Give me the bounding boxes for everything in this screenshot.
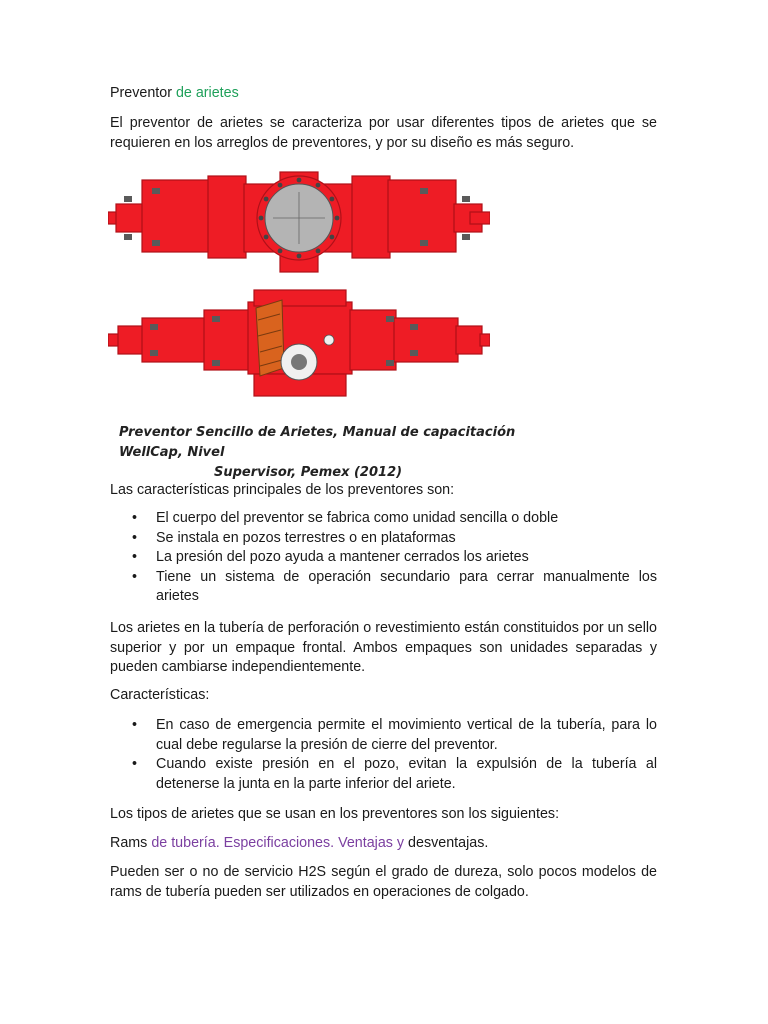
- bullet-icon: •: [132, 717, 138, 733]
- features-intro: Las características principales de los preventores son:: [110, 482, 455, 498]
- bullet-icon: •: [132, 756, 138, 773]
- bonnet-flange-right: [352, 176, 390, 258]
- bolt-head: [152, 188, 160, 194]
- ram-preventer-diagram: [108, 168, 490, 404]
- h2s-paragraph: Pueden ser o no de servicio H2S según el grado de dureza, solo pocos modelos de rams de tubería pueden ser utilizados en operaciones de colgado.: [110, 864, 657, 900]
- ram-packer: [256, 300, 284, 376]
- bolt-head: [462, 196, 470, 202]
- bullet-icon: •: [132, 529, 138, 546]
- bonnet-cap: [116, 204, 144, 232]
- bolt-head: [212, 360, 220, 366]
- list-item: • Cuando existe presión en el pozo, evitan la expulsión de la tubería al detenerse la junta en la parte inferior del ariete.: [132, 756, 657, 792]
- list-item: • En caso de emergencia permite el movimiento vertical de la tubería, para lo cual debe regularse la presión de cierre del preventor.: [132, 717, 657, 753]
- rams-line: [110, 834, 657, 854]
- bore-center: [291, 354, 307, 370]
- piston-rod-right: [480, 334, 490, 346]
- bonnet-flange: [204, 310, 250, 370]
- rams-link[interactable]: de tubería. Especificaciones. Ventajas y: [151, 835, 405, 851]
- list-item: • La presión del pozo ayuda a mantener cerrados los arietes: [110, 548, 657, 568]
- bolt-head: [410, 350, 418, 356]
- flange-bolt: [316, 183, 321, 188]
- features-list: [110, 509, 657, 607]
- flange-bolt: [297, 254, 302, 259]
- bolt-head: [150, 324, 158, 330]
- heading-text: Preventor: [110, 85, 172, 101]
- list-item: • Tiene un sistema de operación secundario para cerrar manualmente los arietes: [132, 568, 657, 605]
- bolt-head: [420, 240, 428, 246]
- bullet-icon: •: [132, 510, 138, 526]
- bullet-icon: •: [132, 568, 138, 585]
- bolt-head: [462, 234, 470, 240]
- caracteristicas-label: Características:: [110, 687, 210, 703]
- bolt-head: [124, 196, 132, 202]
- bolt-head: [152, 240, 160, 246]
- flange-bolt: [330, 197, 335, 202]
- caption-line-2: Supervisor, Pemex (2012): [214, 465, 403, 480]
- flange-bolt: [330, 235, 335, 240]
- flange-bolt: [259, 216, 264, 221]
- tipos-paragraph: Los tipos de arietes que se usan en los preventores son los siguientes:: [110, 806, 560, 822]
- bolt-head: [150, 350, 158, 356]
- outlet-port: [324, 335, 334, 345]
- caption-line-1: Preventor Sencillo de Arietes, Manual de capacitación WellCap, Nivel: [119, 425, 516, 460]
- bolt-head: [386, 360, 394, 366]
- operator-cylinder-right: [394, 318, 458, 362]
- bolt-head: [386, 316, 394, 322]
- bonnet-cap: [118, 326, 144, 354]
- section-heading: [110, 84, 657, 104]
- top-flange: [254, 290, 346, 306]
- bullet-icon: •: [132, 549, 138, 566]
- list-item: • Se instala en pozos terrestres o en plataformas: [110, 529, 657, 549]
- caracteristicas-list: [110, 716, 657, 794]
- intro-paragraph: El preventor de arietes se caracteriza por usar diferentes tipos de arietes que se requieren en los arreglos de preventores, y por su diseño es más seguro.: [110, 115, 657, 151]
- flange-bolt: [264, 197, 269, 202]
- bonnet-cap-right: [456, 326, 482, 354]
- piston-rod-right: [470, 212, 490, 224]
- rams-end: desventajas.: [408, 835, 489, 851]
- figure-caption: [119, 423, 559, 483]
- arietes-paragraph: Los arietes en la tubería de perforación o revestimiento están constituidos por un sello superior y por un empaque frontal. Ambos empaques son unidades separadas y pueden cambiarse independientemente.: [110, 620, 657, 676]
- flange-bolt: [335, 216, 340, 221]
- bolt-head: [124, 234, 132, 240]
- heading-link[interactable]: de arietes: [175, 85, 239, 101]
- flange-bolt: [278, 249, 283, 254]
- bolt-head: [410, 324, 418, 330]
- rams-start: Rams: [110, 835, 148, 851]
- bolt-head: [420, 188, 428, 194]
- bolt-head: [212, 316, 220, 322]
- flange-bolt: [316, 249, 321, 254]
- flange-bolt: [278, 183, 283, 188]
- list-item: • El cuerpo del preventor se fabrica como unidad sencilla o doble: [110, 509, 657, 529]
- bonnet-flange: [208, 176, 246, 258]
- flange-bolt: [297, 178, 302, 183]
- flange-bolt: [264, 235, 269, 240]
